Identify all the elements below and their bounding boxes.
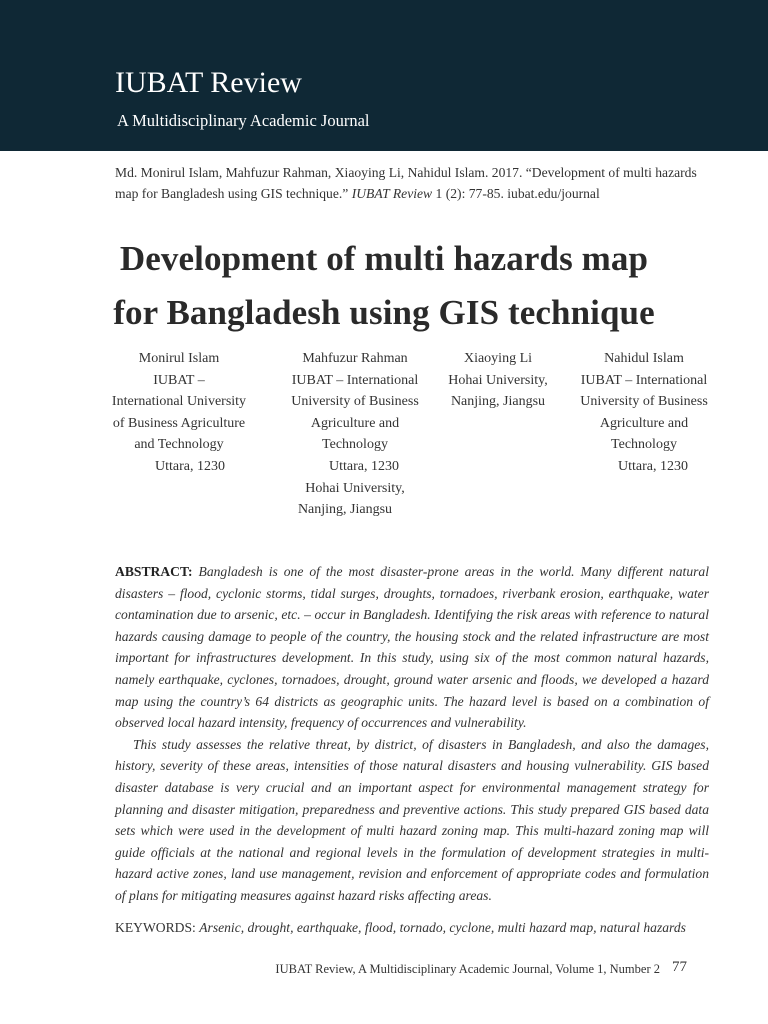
footer-journal-info: IUBAT Review, A Multidisciplinary Academic Journal, Volume 1, Number 2 <box>275 962 660 976</box>
journal-name: IUBAT Review <box>115 66 302 99</box>
author-name: Monirul Islam <box>138 351 220 366</box>
citation <box>115 162 705 204</box>
author-affiliation-line: University of Business <box>291 394 419 410</box>
author-affiliation-line: University of Business <box>580 394 708 410</box>
author-block-1 <box>100 348 258 478</box>
author-affiliation-line: Nanjing, Jiangsu <box>297 502 393 518</box>
author-block-4 <box>568 348 720 478</box>
author-affiliation-line: Uttara, 1230 <box>155 458 225 474</box>
author-affiliation-line: International University <box>111 394 247 410</box>
author-affiliation-line: Uttara, 1230 <box>618 458 688 474</box>
author-affiliation-line: Uttara, 1230 <box>329 458 399 474</box>
page-number: 77 <box>672 959 687 975</box>
author-affiliation-line: Hohai University, <box>448 372 548 388</box>
author-affiliation-line: of Business Agriculture <box>112 415 246 431</box>
abstract-paragraph-1 <box>115 561 709 734</box>
citation-details: 1 (2): 77-85. iubat.edu/journal <box>432 186 600 201</box>
abstract-paragraph-2 <box>115 734 709 907</box>
keywords-label: KEYWORDS: <box>115 920 200 935</box>
paper-title-line-2: for Bangladesh using GIS technique <box>113 293 655 332</box>
author-affiliation-line: IUBAT – <box>153 372 205 388</box>
journal-header-band <box>0 0 768 151</box>
author-affiliation-line: IUBAT – International <box>580 372 708 388</box>
author-affiliation-line: Agriculture and <box>599 415 689 431</box>
author-affiliation-line: Nanjing, Jiangsu <box>450 394 546 410</box>
abstract-text: This study assesses the relative threat, by district, of disasters in Bangladesh, and also the damages, history, severity of these areas, intensities of those natural disasters and housing vulnerability. GIS based disaster database is very crucial and an important aspect for environmental management strategy for planning and disaster mitigation, preparedness and preventive actions. This study prepared GIS based data sets which were used in the development of multi hazard zoning map. This multi-hazard zoning map will guide officials at the national and regional levels in the formulation of development strategies in multi-hazard active zones, land use management, revision and enforcement of appropriate codes and formulation of plans for mitigating measures against hazard risks affecting areas. <box>115 736 709 903</box>
author-affiliation-line: IUBAT – International <box>291 372 419 388</box>
citation-journal: IUBAT Review <box>351 186 433 201</box>
author-name: Nahidul Islam <box>604 351 684 366</box>
keywords <box>115 917 715 938</box>
author-block-2 <box>274 348 436 521</box>
paper-title <box>60 232 708 340</box>
author-name: Mahfuzur Rahman <box>302 351 408 366</box>
abstract-text: Bangladesh is one of the most disaster-prone areas in the world. Many different natural disasters – flood, cyclonic storms, tidal surges, droughts, tornadoes, riverbank erosion, earthquake, water contamination due to arsenic, etc. – occur in Bangladesh. Identifying the risk areas with reference to natural hazards causing damage to people of the country, the housing stock and the related infrastructure are most important for infrastructures development. In this study, using six of the most common natural hazards, namely earthquake, cyclones, tornadoes, drought, ground water arsenic and floods, we developed a hazard map using the country’s 64 districts as geographic units. The hazard level is based on a combination of observed local hazard intensity, frequency of occurrences and vulnerability. <box>115 564 709 731</box>
abstract-label: ABSTRACT: <box>115 564 193 579</box>
keywords-list: Arsenic, drought, earthquake, flood, tornado, cyclone, multi hazard map, natural hazards <box>199 920 686 935</box>
abstract <box>115 561 709 907</box>
author-affiliation-line: Hohai University, <box>305 480 405 496</box>
citation-authors: Md. Monirul Islam, Mahfuzur Rahman, Xiaoying Li, Nahidul Islam. 2017. “Development of multi hazards map for Bangladesh using GIS technique.” <box>115 165 697 201</box>
author-name: Xiaoying Li <box>463 351 533 366</box>
paper-title-line-1: Development of multi hazards map <box>119 239 649 278</box>
author-affiliation-line: Technology <box>322 437 388 453</box>
author-affiliation-line: Agriculture and <box>310 415 400 431</box>
journal-subtitle: A Multidisciplinary Academic Journal <box>117 111 370 130</box>
author-affiliation-line: Technology <box>611 437 677 453</box>
author-affiliation-line: and Technology <box>134 437 224 453</box>
author-block-3 <box>436 348 560 413</box>
